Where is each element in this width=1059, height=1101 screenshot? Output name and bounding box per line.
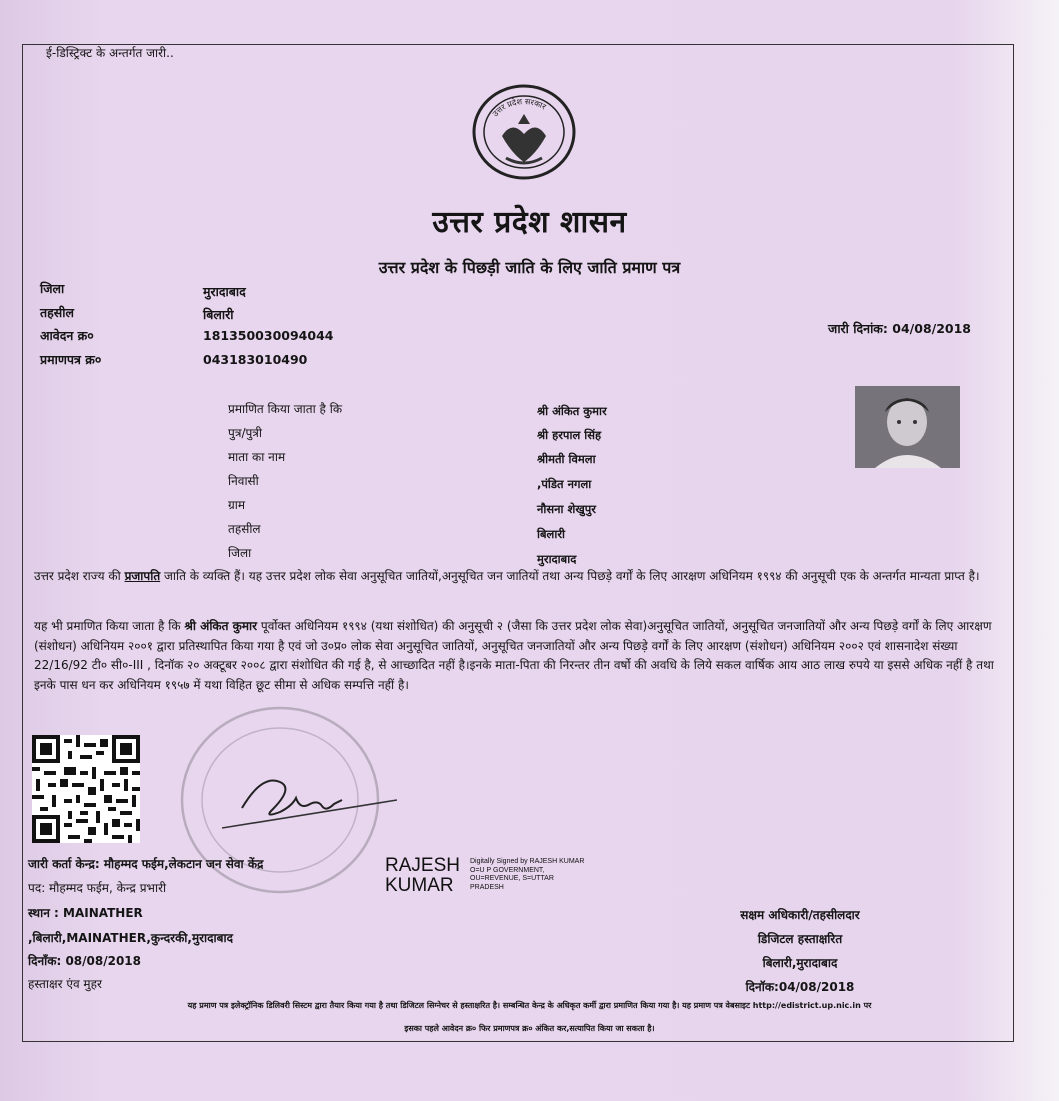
detail-label-son-daughter: पुत्र/पुत्री bbox=[228, 426, 263, 440]
issue-date-label: जारी दिनांक: bbox=[828, 321, 888, 336]
issue-address: ,बिलारी,MAINATHER,कुन्दरकी,मुरादाबाद bbox=[28, 931, 233, 945]
detail-label-tehsil: तहसील bbox=[228, 522, 261, 536]
caste-name: प्रजापति bbox=[124, 569, 161, 583]
issue-date-value: 04/08/2018 bbox=[892, 321, 971, 336]
sign-and-seal-label: हस्ताक्षर एंव मुहर bbox=[28, 977, 102, 991]
issuer-signature bbox=[222, 770, 397, 830]
digital-signature-line-3: OU=REVENUE, S=UTTAR bbox=[470, 875, 554, 882]
issue-date bbox=[828, 320, 971, 337]
certificate-title: उत्तर प्रदेश शासन bbox=[432, 205, 627, 240]
certificate-no-label: प्रमाणपत्र क्र० bbox=[40, 352, 102, 367]
detail-value-district: मुरादाबाद bbox=[537, 552, 577, 566]
paragraph-caste bbox=[34, 567, 994, 587]
digital-signer-first-name: RAJESH bbox=[385, 855, 460, 876]
officer-date: दिनॉक:04/08/2018 bbox=[745, 980, 855, 994]
detail-value-village: नौसना शेखुपुर bbox=[537, 502, 596, 516]
paragraph-cert-text-a: यह भी प्रमाणित किया जाता है कि bbox=[34, 619, 185, 633]
paragraph-caste-text-b: जाति के व्यक्ति हैं। यह उत्तर प्रदेश लोक सेवा अनुसूचित जातियों,अनुसूचित जन जातियों तथा अन्य पिछड़े वर्गों के लिए आरक्षण अधिनियम १९९४ की अनुसूची एक के अन्तर्गत मान्यता प्राप्त है। bbox=[160, 569, 980, 583]
footer-note-line-1: यह प्रमाण पत्र इलेक्ट्रॉनिक डिलिवरी सिस्टम द्वारा तैयार किया गया है तथा डिजिटल सिग्नेचर से हस्ताक्षरित है। सम्बन्धित केन्द्र के अधिकृत कर्मी द्वारा प्रमाणित किया गया है। यह प्रमाण पत्र वेबसाइट http://edistrict.up.nic.in पर bbox=[187, 1001, 872, 1010]
issue-place: स्थान : MAINATHER bbox=[28, 906, 143, 920]
qr-code bbox=[32, 735, 140, 843]
certificate-no-value: 043183010490 bbox=[203, 352, 308, 367]
certificate-border bbox=[22, 44, 1014, 1042]
tehsil-label: तहसील bbox=[40, 305, 74, 320]
district-value: मुरादाबाद bbox=[203, 284, 246, 299]
detail-label-certified: प्रमाणित किया जाता है कि bbox=[228, 402, 343, 416]
application-no-value: 181350030094044 bbox=[203, 328, 334, 343]
edistrict-note: ई-डिस्ट्रिक्ट के अन्तर्गत जारी.. bbox=[46, 46, 174, 60]
detail-value-mother: श्रीमती विमला bbox=[537, 452, 596, 466]
detail-label-resident: निवासी bbox=[228, 474, 259, 488]
footer-note-line-2: इसका पहले आवेदन क्र० फिर प्रमाणपत्र क्र० अंकित कर,सत्यापित किया जा सकता है। bbox=[404, 1024, 655, 1033]
issuer-date: दिनाँक: 08/08/2018 bbox=[28, 954, 142, 968]
detail-label-mother: माता का नाम bbox=[228, 450, 286, 464]
svg-text:उत्तर प्रदेश सरकार: उत्तर प्रदेश सरकार bbox=[490, 97, 548, 119]
digital-signature-line-2: O=U P GOVERNMENT, bbox=[470, 866, 545, 874]
applicant-name-inline: श्री अंकित कुमार bbox=[184, 619, 258, 633]
tehsil-value: बिलारी bbox=[203, 307, 234, 322]
detail-value-father: श्री हरपाल सिंह bbox=[537, 428, 602, 442]
applicant-photo bbox=[855, 386, 960, 468]
digital-signer-name bbox=[385, 856, 460, 896]
detail-label-district: जिला bbox=[228, 546, 252, 560]
digital-signature-line-1: Digitally Signed by RAJESH KUMAR bbox=[470, 858, 585, 865]
competent-officer: सक्षम अधिकारी/तहसीलदार bbox=[740, 908, 860, 922]
detail-label-village: ग्राम bbox=[228, 498, 246, 512]
paragraph-certification bbox=[34, 617, 994, 695]
detail-value-name: श्री अंकित कुमार bbox=[537, 404, 607, 418]
officer-place: बिलारी,मुरादाबाद bbox=[762, 956, 838, 970]
application-no-label: आवेदन क्र० bbox=[40, 328, 94, 343]
digital-signature-details bbox=[470, 858, 584, 892]
up-government-emblem-icon bbox=[472, 84, 576, 180]
digitally-signed-label: डिजिटल हस्ताक्षरित bbox=[757, 932, 843, 946]
issuer-post: पद: मौहम्मद फईम, केन्द्र प्रभारी bbox=[28, 881, 167, 895]
paragraph-cert-text-b: पूर्वोक्त अधिनियम १९९४ (यथा संशोधित) की अनुसूची २ (जैसा कि उत्तर प्रदेश लोक सेवा)अनुसूचित जातियों, अनुसूचित जनजातियों और अन्य पिछड़े वर्गों के लिए आरक्षण (संशोधन) अधिनियम २००१ द्वारा प्रतिस्थापित किया गया है एवं जो उ०प्र० लोक सेवा अनुसूचित जातियों, अनुसूचित जनजातियों और अन्य पिछड़े वर्गों के लिए आरक्षण (संशोधन) अधिनियम २००२ एवं शासनादेश संख्या 22/16/92 टी० सी०-III , दिनॉक २० अक्टूबर २००८ द्वारा संशोधित की गई है, से आच्छादित नहीं है।इनके माता-पिता की निरन्तर तीन वर्षो की अवधि के लिये सकल वार्षिक आय आठ लाख रुपये या इससे अधिक नहीं है तथा इनके पास धन कर अधिनियम १९५७ में यथा विहित छूट सीमा से अधिक सम्पत्ति नहीं है। bbox=[34, 619, 994, 692]
issuing-center: जारी कर्ता केन्द्र: मौहम्मद फईम,लेकटान जन सेवा केंद्र bbox=[28, 857, 264, 871]
paragraph-caste-text-a: उत्तर प्रदेश राज्य की bbox=[34, 569, 125, 583]
detail-value-tehsil: बिलारी bbox=[537, 527, 566, 541]
district-label: जिला bbox=[40, 281, 65, 296]
digital-signature-line-4: PRADESH bbox=[470, 883, 504, 891]
certificate-subtitle: उत्तर प्रदेश के पिछड़ी जाति के लिए जाति प्रमाण पत्र bbox=[378, 258, 681, 277]
digital-signer-last-name: KUMAR bbox=[385, 875, 454, 896]
detail-value-resident: ,पंडित नगला bbox=[537, 477, 592, 491]
